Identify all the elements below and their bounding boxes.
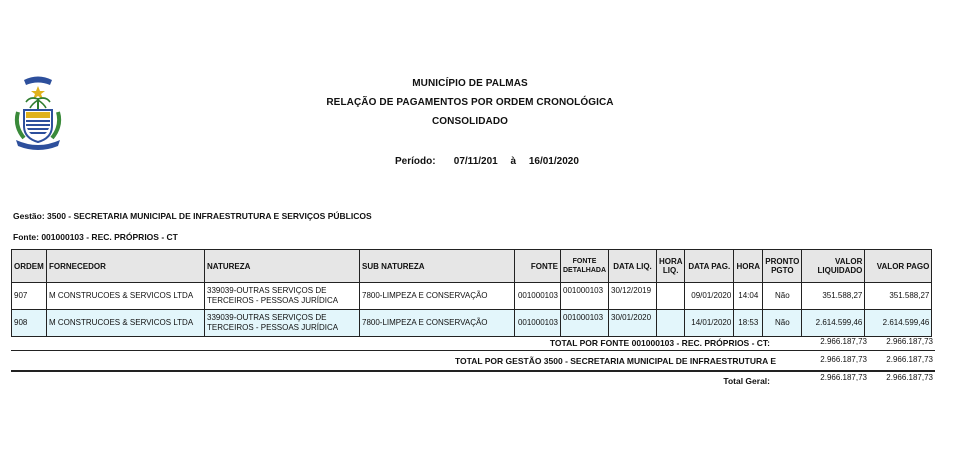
cell-hora-liq	[657, 283, 685, 310]
period-start: 07/11/201	[453, 156, 498, 167]
total-geral-label: Total Geral:	[723, 376, 770, 386]
cell-fonte: 001000103	[515, 283, 561, 310]
cell-ordem: 908	[12, 310, 47, 337]
payments-table	[11, 249, 932, 337]
cell-natureza: 339039-OUTRAS SERVIÇOS DE TERCEIROS - PESSOAS JURÍDICA	[205, 283, 360, 310]
divider-line	[11, 350, 935, 351]
cell-sub-natureza: 7800-LIMPEZA E CONSERVAÇÃO	[360, 310, 515, 337]
col-header-valor-pago: VALOR PAGO	[865, 250, 932, 283]
cell-fonte-detalhada: 001000103	[561, 283, 609, 310]
total-geral-liquidado: 2.966.187,73	[820, 373, 867, 382]
cell-hora-liq	[657, 310, 685, 337]
cell-valor-liquidado: 2.614.599,46	[802, 310, 865, 337]
total-gestao-label: TOTAL POR GESTÃO 3500 - SECRETARIA MUNICIPAL DE INFRAESTRUTURA E	[455, 356, 776, 366]
col-header-ordem: ORDEM	[12, 250, 47, 283]
col-header-fornecedor: FORNECEDOR	[47, 250, 205, 283]
col-header-data-liq: DATA LIQ.	[609, 250, 657, 283]
cell-fonte-detalhada: 001000103	[561, 310, 609, 337]
col-header-data-pag: DATA PAG.	[685, 250, 734, 283]
cell-data-liq: 30/01/2020	[609, 310, 657, 337]
total-fonte-pago: 2.966.187,73	[886, 337, 933, 346]
fonte-heading: Fonte: 001000103 - REC. PRÓPRIOS - CT	[13, 232, 178, 242]
cell-fornecedor: M CONSTRUCOES & SERVICOS LTDA	[47, 310, 205, 337]
cell-valor-liquidado: 351.588,27	[802, 283, 865, 310]
period-label: Período:	[395, 156, 436, 167]
period-end: 16/01/2020	[528, 156, 579, 167]
col-header-pronto-pgto: PRONTO PGTO	[763, 250, 802, 283]
report-subtitle: CONSOLIDADO	[431, 116, 509, 127]
cell-pronto-pgto: Não	[763, 283, 802, 310]
col-header-valor-liquidado: VALOR LIQUIDADO	[802, 250, 865, 283]
col-header-hora-liq: HORA LIQ.	[657, 250, 685, 283]
gestao-heading: Gestão: 3500 - SECRETARIA MUNICIPAL DE INFRAESTRUTURA E SERVIÇOS PÚBLICOS	[13, 211, 372, 221]
cell-valor-pago: 351.588,27	[865, 283, 932, 310]
cell-fonte: 001000103	[515, 310, 561, 337]
cell-pronto-pgto: Não	[763, 310, 802, 337]
col-header-fonte-detalhada: FONTE DETALHADA	[561, 250, 609, 283]
table-row	[12, 283, 932, 310]
total-gestao-pago: 2.966.187,73	[886, 355, 933, 364]
cell-valor-pago: 2.614.599,46	[865, 310, 932, 337]
period-separator: à	[510, 156, 517, 167]
total-fonte-label: TOTAL POR FONTE 001000103 - REC. PRÓPRIOS - CT:	[549, 338, 770, 348]
report-title: RELAÇÃO DE PAGAMENTOS POR ORDEM CRONOLÓGICA	[326, 97, 614, 108]
col-header-fonte: FONTE	[515, 250, 561, 283]
palmas-coat-of-arms-logo	[10, 74, 66, 154]
cell-fornecedor: M CONSTRUCOES & SERVICOS LTDA	[47, 283, 205, 310]
total-fonte-liquidado: 2.966.187,73	[820, 337, 867, 346]
total-gestao-liquidado: 2.966.187,73	[820, 355, 867, 364]
total-geral-pago: 2.966.187,73	[886, 373, 933, 382]
period-line	[395, 156, 579, 167]
cell-ordem: 907	[12, 283, 47, 310]
divider-line	[11, 370, 935, 372]
municipality-title: MUNICÍPIO DE PALMAS	[412, 78, 528, 89]
table-header-row	[12, 250, 932, 283]
cell-data-pag: 14/01/2020	[685, 310, 734, 337]
cell-sub-natureza: 7800-LIMPEZA E CONSERVAÇÃO	[360, 283, 515, 310]
cell-natureza: 339039-OUTRAS SERVIÇOS DE TERCEIROS - PESSOAS JURÍDICA	[205, 310, 360, 337]
cell-hora: 18:53	[734, 310, 763, 337]
cell-data-pag: 09/01/2020	[685, 283, 734, 310]
col-header-sub-natureza: SUB NATUREZA	[360, 250, 515, 283]
cell-data-liq: 30/12/2019	[609, 283, 657, 310]
cell-hora: 14:04	[734, 283, 763, 310]
col-header-natureza: NATUREZA	[205, 250, 360, 283]
table-row	[12, 310, 932, 337]
col-header-hora: HORA	[734, 250, 763, 283]
